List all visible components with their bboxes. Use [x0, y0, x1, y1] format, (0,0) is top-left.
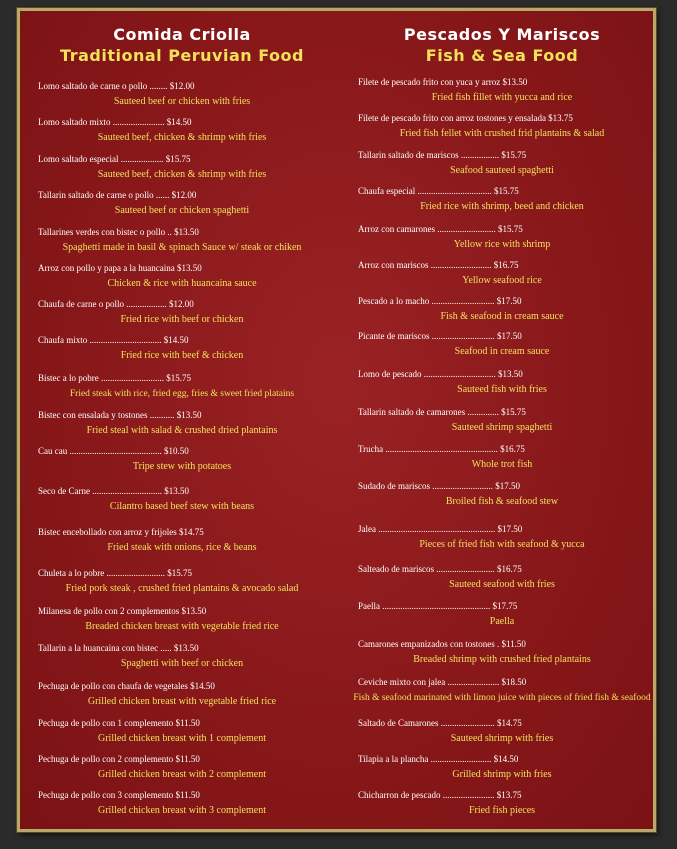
menu-item-description: Whole trot fish: [471, 459, 533, 470]
menu-item: [352, 329, 652, 358]
menu-item: [352, 442, 652, 471]
menu-item-description: Fried fish fellet with crushed frid plantains & salad: [399, 128, 605, 139]
menu-item: [352, 752, 652, 781]
menu-item-description: Fried rice with shrimp, beed and chicken: [420, 201, 584, 212]
menu-item-name: Bistec a lo pobre ............................ $15.75: [38, 373, 191, 383]
menu-item-description: Tripe stew with potatoes: [132, 461, 232, 472]
menu-item: [32, 716, 332, 745]
menu-item-description: Sauteed seafood with fries: [449, 579, 555, 590]
menu-item: [352, 367, 652, 396]
menu-item: [32, 604, 332, 633]
menu-item-name: Pechuga de pollo con 1 complemento $11.50: [38, 718, 200, 728]
menu-item-description: Pieces of fried fish with seafood & yucca: [419, 539, 585, 550]
menu-item: [32, 641, 332, 670]
seafood-subtitle: Fish & Sea Food: [425, 46, 579, 65]
menu-item: [32, 188, 332, 217]
menu-item-name: Chuleta a lo pobre .......................... $15.75: [38, 568, 192, 578]
menu-item-description: Chicken & rice with huancaina sauce: [107, 278, 257, 289]
menu-item-name: Lomo saltado mixto ....................... $14.50: [38, 117, 192, 127]
menu-item: [352, 405, 652, 434]
menu-item-name: Bistec con ensalada y tostones ........... $13.50: [38, 410, 202, 420]
menu-item-description: Sauteed beef, chicken & shrimp with fries: [97, 169, 267, 180]
menu-item-name: Seco de Carne ............................... $13.50: [38, 486, 189, 496]
menu-item: [32, 333, 332, 362]
menu-item-description: Grilled chicken breast with 3 complement: [97, 805, 266, 816]
menu-item-description: Fried rice with beef & chicken: [120, 350, 244, 361]
menu-item: [32, 525, 332, 554]
menu-item-description: Breaded shrimp with crushed fried plantains: [413, 654, 591, 665]
menu-item-description: Sauteed shrimp with fries: [450, 733, 554, 744]
menu-item-name: Tilapia a la plancha ........................... $14.50: [358, 754, 519, 764]
menu-item-name: Arroz con pollo y papa a la huancaina $13.50: [38, 263, 202, 273]
menu-item-name: Lomo saltado especial ................... $15.75: [38, 154, 191, 164]
menu-item: [32, 79, 332, 108]
criolla-column: [32, 11, 332, 816]
menu-item-name: Cau cau ......................................... $10.50: [38, 446, 189, 456]
menu-item-name: Chaufa de carne o pollo .................. $12.00: [38, 299, 194, 309]
menu-item-description: Broiled fish & seafood stew: [445, 496, 559, 507]
menu-item-description: Fish & seafood in cream sauce: [440, 311, 564, 322]
menu-item-name: Lomo de pescado ................................ $13.50: [358, 369, 523, 379]
menu-board: [17, 8, 656, 832]
menu-item-description: Seafood sauteed spaghetti: [450, 165, 554, 176]
menu-item: [32, 115, 332, 144]
menu-item-name: Tallarin a la huancaina con bistec ..... $13.50: [38, 643, 199, 653]
menu-item: [352, 716, 652, 745]
menu-item-description: Fish & seafood marinated with limon juice with pieces of fried fish & seafood: [353, 693, 651, 703]
menu-item: [32, 788, 332, 817]
menu-item: [352, 479, 652, 508]
menu-item: [352, 562, 652, 591]
menu-item-description: Grilled chicken breast with vegetable fried rice: [87, 696, 277, 707]
menu-item-name: Pechuga de pollo con 2 complemento $11.50: [38, 754, 200, 764]
menu-item-name: Milanesa de pollo con 2 complementos $13.50: [38, 606, 207, 616]
menu-item: [32, 752, 332, 781]
menu-item-name: Lomo saltado de carne o pollo ........ $12.00: [38, 81, 195, 91]
menu-item-description: Sauteed beef, chicken & shrimp with fries: [97, 132, 267, 143]
menu-item: [352, 522, 652, 551]
menu-item: [352, 148, 652, 177]
menu-item-name: Tallarines verdes con bistec o pollo .. $13.50: [38, 227, 199, 237]
menu-item-name: Camarones empanizados con tostones . $11.50: [358, 639, 526, 649]
menu-item: [32, 679, 332, 708]
menu-item: [352, 111, 652, 140]
menu-item: [32, 261, 332, 290]
menu-item: [352, 75, 652, 104]
menu-item-name: Pechuga de pollo con 3 complemento $11.50: [38, 790, 200, 800]
criolla-subtitle: Traditional Peruvian Food: [60, 46, 304, 65]
menu-item: [32, 225, 332, 254]
menu-item-name: Filete de pescado frito con arroz tostones y ensalada $13.75: [358, 113, 573, 123]
menu-item-description: Fried fish fillet with yucca and rice: [431, 92, 573, 103]
seafood-column: [352, 11, 652, 816]
menu-item-description: Fried steak with onions, rice & beans: [107, 542, 257, 553]
menu-item-description: Fried pork steak , crushed fried plantains & avocado salad: [65, 583, 299, 594]
menu-item-name: Chaufa especial ................................. $15.75: [358, 186, 519, 196]
menu-item: [32, 297, 332, 326]
menu-item-name: Chicharron de pescado ....................... $13.75: [358, 790, 522, 800]
seafood-title: Pescados Y Mariscos: [403, 25, 601, 44]
menu-item: [32, 371, 332, 400]
menu-item-description: Spaghetti made in basil & spinach Sauce w/ steak or chiken: [62, 242, 302, 253]
menu-item-name: Paella ................................................ $17.75: [358, 601, 518, 611]
menu-item-name: Chaufa mixto ................................ $14.50: [38, 335, 189, 345]
menu-item-description: Sauteed fish with fries: [457, 384, 547, 395]
menu-item: [352, 222, 652, 251]
menu-item-description: Fried rice with beef or chicken: [120, 314, 244, 325]
menu-item: [352, 599, 652, 628]
menu-item-name: Saltado de Camarones ........................ $14.75: [358, 718, 522, 728]
menu-item-name: Arroz con mariscos ........................... $16.75: [358, 260, 519, 270]
menu-item-description: Cilantro based beef stew with beans: [109, 501, 255, 512]
menu-item-description: Breaded chicken breast with vegetable fried rice: [85, 621, 279, 632]
menu-item-name: Arroz con camarones .......................... $15.75: [358, 224, 523, 234]
menu-item: [352, 294, 652, 323]
menu-item-name: Sudado de mariscos ........................... $17.50: [358, 481, 520, 491]
menu-item-description: Grilled chicken breast with 1 complement: [97, 733, 266, 744]
menu-item: [352, 675, 652, 704]
menu-item-description: Sauteed beef or chicken spaghetti: [114, 205, 250, 216]
menu-item: [352, 788, 652, 817]
menu-item-name: Pechuga de pollo con chaufa de vegetales $14.50: [38, 681, 215, 691]
menu-item: [352, 637, 652, 666]
menu-item-description: Spaghetti with beef or chicken: [120, 658, 244, 669]
menu-item-name: Jalea .................................................... $17.50: [358, 524, 523, 534]
menu-item-description: Fried steal with salad & crushed dried plantains: [86, 425, 278, 436]
menu-item-description: Seafood in cream sauce: [454, 346, 550, 357]
menu-item: [32, 408, 332, 437]
menu-item-name: Picante de mariscos ............................ $17.50: [358, 331, 522, 341]
menu-item-name: Filete de pescado frito con yuca y arroz $13.50: [358, 77, 528, 87]
menu-item-description: Fried steak with rice, fried egg, fries & sweet fried platains: [69, 389, 295, 399]
menu-item-name: Salteado de mariscos .......................... $16.75: [358, 564, 522, 574]
menu-item-name: Trucha .................................................. $16.75: [358, 444, 525, 454]
menu-item-description: Sauteed shrimp spaghetti: [451, 422, 553, 433]
menu-item-description: Fried fish pieces: [468, 805, 536, 816]
menu-item-description: Yellow seafood rice: [462, 275, 542, 286]
menu-item-description: Grilled shrimp with fries: [452, 769, 552, 780]
menu-item: [32, 566, 332, 595]
menu-item-description: Sauteed beef or chicken with fries: [113, 96, 251, 107]
menu-item-description: Paella: [489, 616, 515, 627]
menu-item-name: Ceviche mixto con jalea ....................... $18.50: [358, 677, 527, 687]
menu-item: [32, 444, 332, 473]
menu-item-name: Pescado a lo macho ............................ $17.50: [358, 296, 522, 306]
menu-item-name: Tallarin saltado de mariscos ................. $15.75: [358, 150, 527, 160]
menu-item: [352, 258, 652, 287]
menu-item-name: Tallarin saltado de carne o pollo ...... $12.00: [38, 190, 197, 200]
menu-item-description: Yellow rice with shrimp: [453, 239, 551, 250]
menu-item-name: Tallarin saltado de camarones .............. $15.75: [358, 407, 526, 417]
criolla-title: Comida Criolla: [113, 25, 251, 44]
menu-item-description: Grilled chicken breast with 2 complement: [97, 769, 266, 780]
menu-item: [352, 184, 652, 213]
menu-item: [32, 484, 332, 513]
menu-item-name: Bistec encebollado con arroz y frijoles $14.75: [38, 527, 204, 537]
menu-item: [32, 152, 332, 181]
